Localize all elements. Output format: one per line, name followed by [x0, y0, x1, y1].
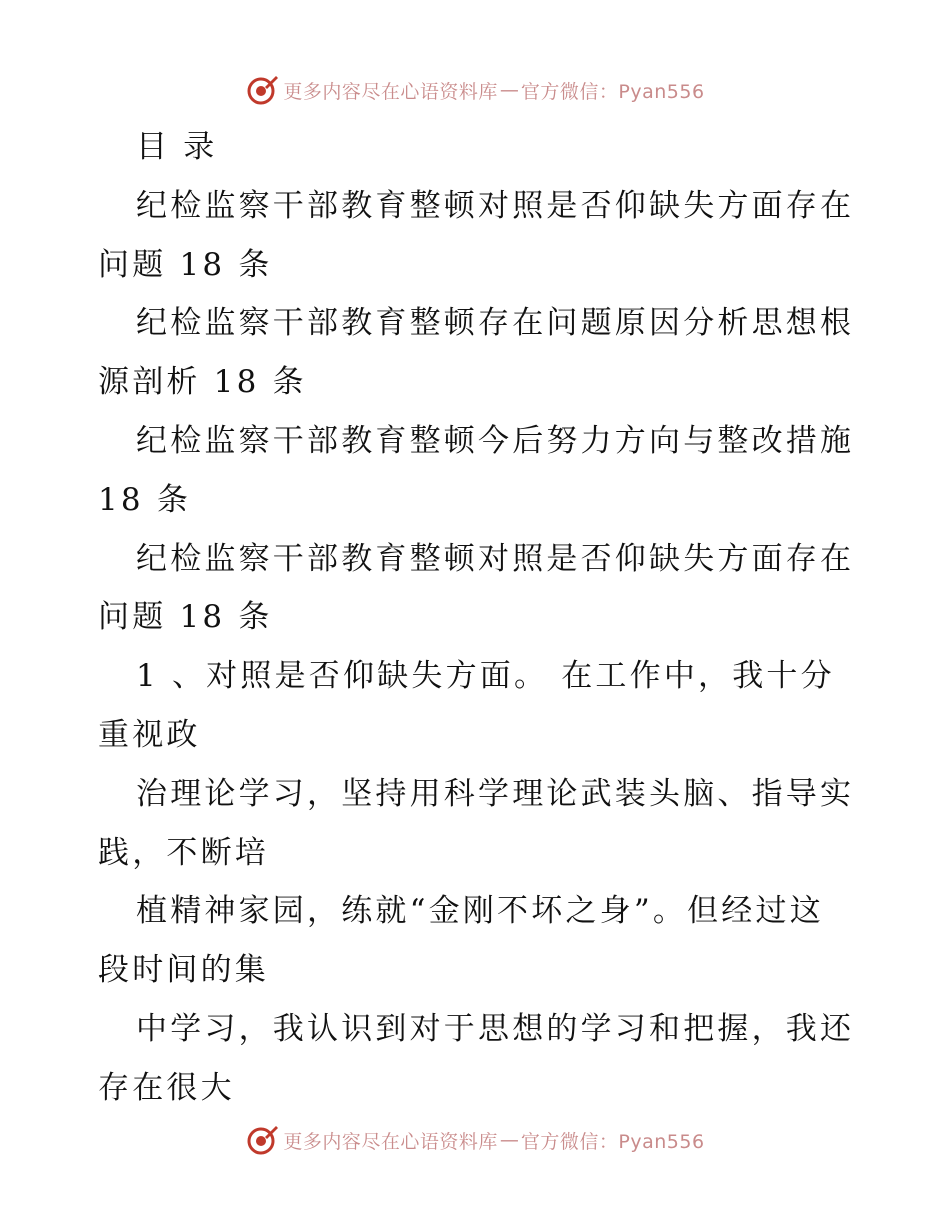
document-line: 践，不断培	[98, 834, 269, 871]
pen-circle-logo-icon	[245, 73, 279, 107]
watermark-dash: —	[499, 1129, 519, 1151]
watermark-dash: —	[499, 79, 519, 101]
header-watermark	[0, 70, 950, 110]
pen-circle-logo-icon	[245, 1123, 279, 1157]
document-line: 源剖析 18 条	[98, 364, 307, 401]
document-line: 纪检监察干部教育整顿今后努力方向与整改措施	[136, 422, 855, 459]
document-line: 问题 18 条	[98, 599, 273, 636]
document-line: 存在很大	[98, 1069, 235, 1106]
watermark-suffix: 官方微信：Pyan556	[520, 80, 705, 103]
document-line: 问题 18 条	[98, 246, 273, 283]
watermark-text: 更多内容尽在心语资料库	[283, 80, 498, 103]
document-body	[98, 118, 868, 1118]
document-line: 纪检监察干部教育整顿存在问题原因分析思想根	[136, 305, 855, 342]
document-line: 目 录	[136, 129, 218, 165]
watermark-suffix: 官方微信：Pyan556	[520, 1130, 705, 1153]
document-line: 中学习，我认识到对于思想的学习和把握，我还	[136, 1010, 855, 1047]
document-line: 治理论学习，坚持用科学理论武装头脑、指导实	[136, 775, 855, 812]
document-line: 纪检监察干部教育整顿对照是否仰缺失方面存在	[136, 187, 855, 224]
document-line: 1 、对照是否仰缺失方面。 在工作中，我十分	[136, 658, 835, 695]
document-line: 重视政	[98, 716, 201, 753]
footer-watermark	[0, 1120, 950, 1160]
watermark-text: 更多内容尽在心语资料库	[283, 1130, 498, 1153]
document-line: 植精神家园，练就“金刚不坏之身”。但经过这	[136, 893, 824, 930]
document-line: 纪检监察干部教育整顿对照是否仰缺失方面存在	[136, 540, 855, 577]
document-line: 段时间的集	[98, 952, 269, 989]
document-line: 18 条	[98, 481, 192, 518]
